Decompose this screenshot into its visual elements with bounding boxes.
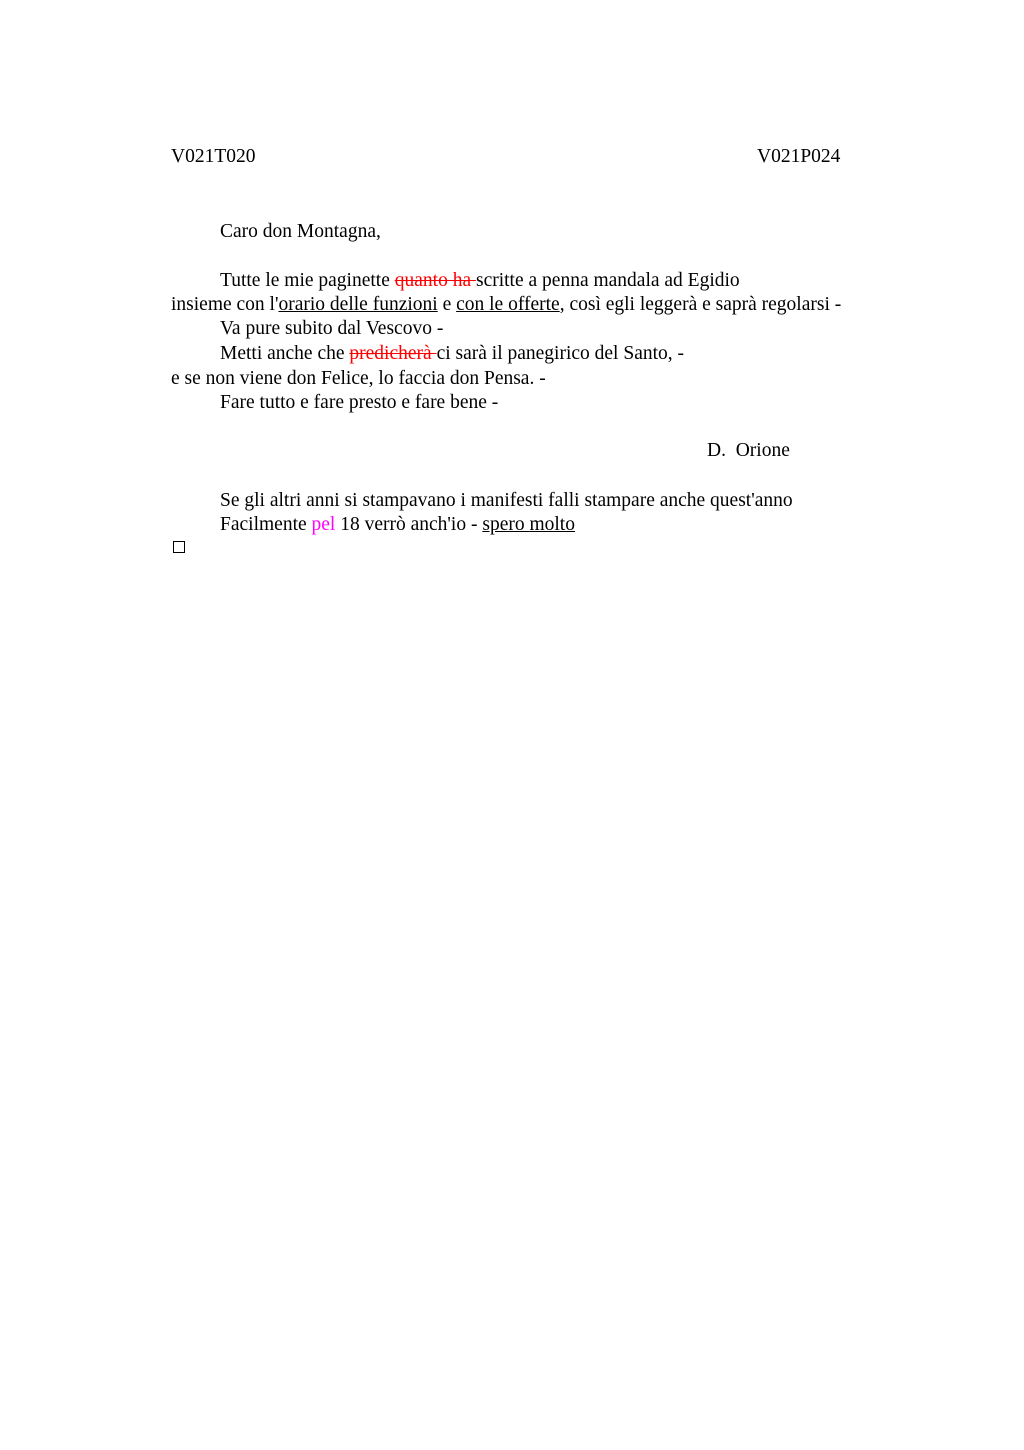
postscript-line-2 (220, 513, 575, 537)
letter-line-3: Va pure subito dal Vescovo - (220, 318, 444, 339)
line-2-text-b: e (437, 294, 457, 315)
line-2-text-a: insieme con l' (171, 294, 279, 315)
letter-line-4 (220, 342, 684, 366)
salutation: Caro don Montagna, (220, 221, 381, 242)
letter-line-5: e se non viene don Felice, lo faccia don Pensa. - (171, 368, 546, 389)
signature: D. Orione (707, 440, 790, 461)
document-code-right: V021P024 (757, 146, 841, 167)
line-1-text-b: scritte a penna mandala ad Egidio (475, 270, 740, 291)
ps-2-text-b: 18 verrò anch'io - (335, 514, 483, 535)
line-1-deletion: quanto ha (394, 270, 476, 291)
line-1-text-a: Tutte le mie paginette (220, 270, 395, 291)
letter-line-6: Fare tutto e fare presto e fare bene - (220, 392, 499, 413)
line-2-underline-1: orario delle funzioni (278, 294, 438, 315)
document-code-left: V021T020 (171, 146, 256, 167)
ps-2-text-a: Facilmente (220, 514, 312, 535)
line-2-text-c: , così egli leggerà e saprà regolarsi - (559, 294, 842, 315)
ps-2-insertion: pel (311, 514, 336, 535)
letter-line-1 (220, 269, 740, 293)
line-4-text-b: ci sarà il panegirico del Santo, - (436, 343, 685, 364)
end-marker-box (173, 541, 185, 553)
ps-2-underline: spero molto (482, 514, 575, 535)
line-2-underline-2: con le offerte (456, 294, 560, 315)
letter-line-2 (171, 293, 841, 317)
postscript-line-1: Se gli altri anni si stampavano i manifesti falli stampare anche quest'anno (220, 490, 793, 511)
line-4-text-a: Metti anche che (220, 343, 350, 364)
line-4-deletion: predicherà (349, 343, 437, 364)
